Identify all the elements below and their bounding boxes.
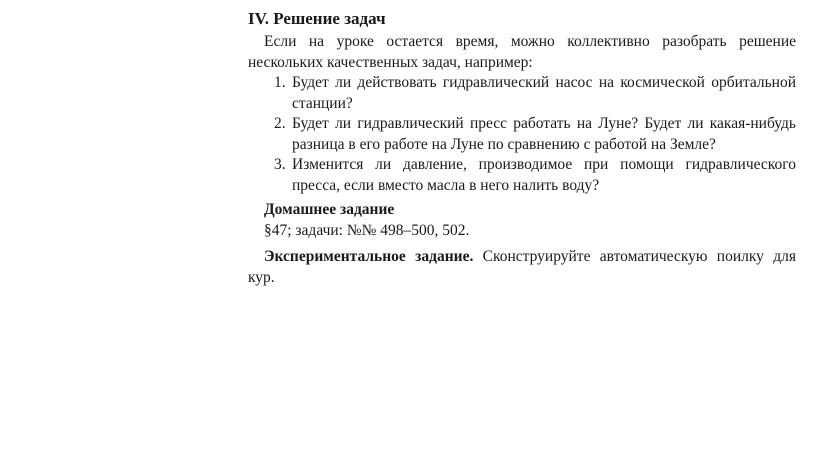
list-item [248, 73, 796, 114]
list-item [248, 155, 796, 196]
question-list [248, 73, 796, 196]
experiment-paragraph [248, 247, 796, 288]
question-text: Изменится ли давление, производимое при помощи гидравлического пресса, если вместо масла в него налить воду? [292, 156, 796, 194]
homework-text: §47; задачи: №№ 498–500, 502. [264, 221, 470, 239]
intro-paragraph: Если на уроке остается время, можно коллективно разобрать решение нескольких качественных задач, например: [248, 33, 796, 71]
list-item [248, 114, 796, 155]
question-number: 3. [274, 156, 286, 173]
experiment-text: Сконструируйте автоматическую поилку для кур. [248, 248, 796, 286]
question-text: Будет ли действовать гидравлический насос на космической орбитальной станции? [292, 74, 796, 112]
question-number: 2. [274, 115, 286, 132]
question-text: Будет ли гидравлический пресс работать на Луне? Будет ли какая-нибудь разница в его работе на Луне по сравнению с работой на Земле? [292, 115, 796, 153]
section-title: IV. Решение задач [248, 9, 386, 28]
question-number: 1. [274, 74, 286, 91]
homework-heading: Домашнее задание [264, 201, 395, 218]
experiment-label: Экспериментальное задание. [264, 248, 474, 265]
textbook-page [248, 8, 796, 288]
